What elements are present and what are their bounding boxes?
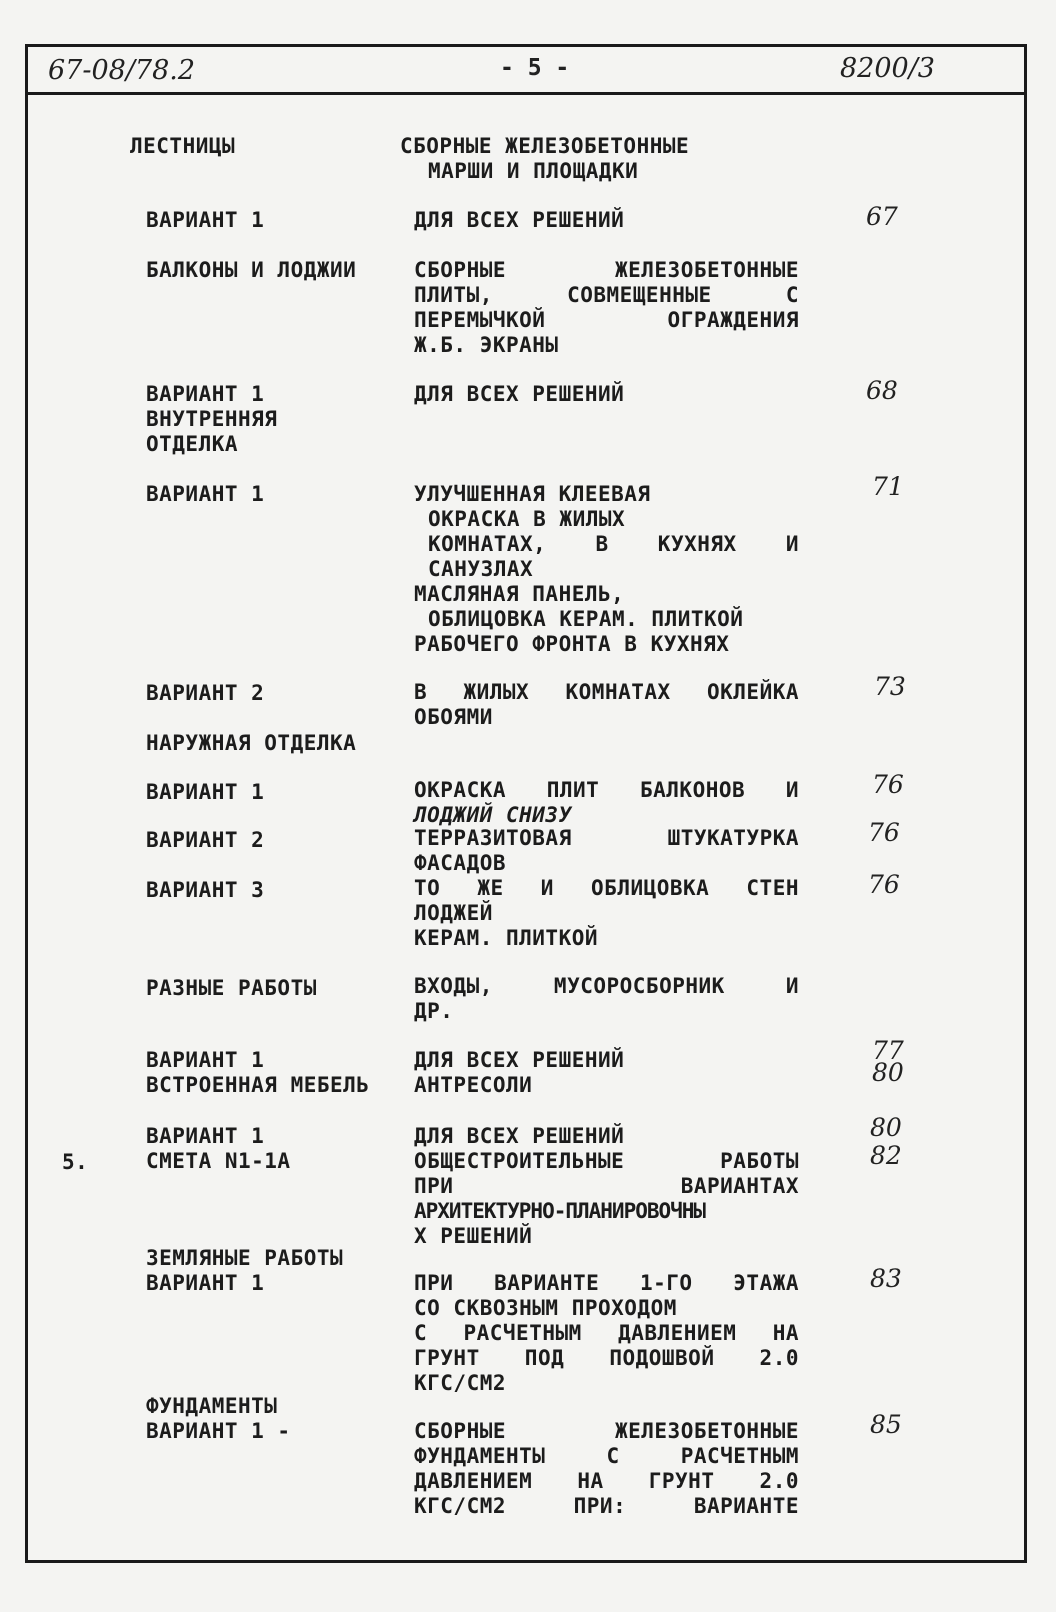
row-description — [414, 826, 799, 876]
row-description — [414, 680, 799, 730]
desc-line: С РАСЧЕТНЫМ ДАВЛЕНИЕМ НА — [414, 1321, 799, 1345]
variant-label: ВАРИАНТ 1 — [146, 208, 265, 232]
desc-line: АНТРЕСОЛИ — [414, 1073, 533, 1097]
section-label: ЗЕМЛЯНЫЕ РАБОТЫ — [146, 1246, 344, 1270]
variant-label: ВАРИАНТ 1 — [146, 382, 265, 406]
desc-line: ФАСАДОВ — [414, 851, 507, 875]
desc-line: ОБЩЕСТРОИТЕЛЬНЫЕ РАБОТЫ — [414, 1149, 799, 1173]
estimate-label: СМЕТА N1-1А — [146, 1149, 291, 1173]
page-ref: 85 — [870, 1410, 902, 1439]
variant-label: ВАРИАНТ 3 — [146, 878, 265, 902]
row-left — [146, 680, 356, 756]
desc-line: Ж.Б. ЭКРАНЫ — [414, 333, 559, 357]
document-code: 67-08/78.2 — [48, 55, 196, 86]
desc-line: КГС/СМ2 — [414, 1371, 507, 1395]
row-description: ДЛЯ ВСЕХ РЕШЕНИЙ — [414, 382, 625, 406]
row-description — [414, 482, 799, 657]
page-ref: 77 — [872, 1036, 904, 1065]
row-description: ДЛЯ ВСЕХ РЕШЕНИЙ — [414, 208, 625, 232]
row-left — [146, 1048, 369, 1098]
variant-label: ВАРИАНТ 1 — [146, 1048, 265, 1072]
desc-line: СБОРНЫЕ ЖЕЛЕЗОБЕТОННЫЕ — [414, 1419, 799, 1443]
page-ref: 68 — [866, 376, 898, 405]
page-ref: 73 — [874, 672, 906, 701]
page-refs — [872, 1036, 904, 1087]
variant-label: ВАРИАНТ 1 — [146, 482, 265, 506]
page-ref: 71 — [872, 472, 904, 501]
variant-label: ВАРИАНТ 1 — [146, 780, 265, 804]
desc-line: ДЛЯ ВСЕХ РЕШЕНИЙ — [414, 1124, 625, 1148]
desc-line: ТЕРРАЗИТОВАЯ ШТУКАТУРКА — [414, 826, 799, 850]
desc-line: ЛОДЖИЙ СНИЗУ — [414, 803, 572, 827]
row-description — [414, 1124, 799, 1249]
sheet-code: 8200/3 — [840, 53, 935, 84]
section-balconies: БАЛКОНЫ И ЛОДЖИИ — [146, 258, 357, 282]
desc-line: ГРУНТ ПОД ПОДОШВОЙ 2.0 — [414, 1346, 799, 1370]
desc-line: ОКРАСКА В ЖИЛЫХ — [428, 507, 626, 531]
page-ref: 83 — [870, 1264, 902, 1293]
desc-line: ЛОДЖЕЙ — [414, 901, 493, 925]
variant-label: ВАРИАНТ 1 — [146, 1271, 265, 1295]
variant-label: ВАРИАНТ 2 — [146, 681, 265, 705]
desc-line: УЛУЧШЕННАЯ КЛЕЕВАЯ — [414, 482, 651, 506]
desc-line: ПРИ ВАРИАНТЕ 1-ГО ЭТАЖА — [414, 1271, 799, 1295]
desc-line: ФУНДАМЕНТЫ С РАСЧЕТНЫМ — [414, 1444, 799, 1468]
row-description — [414, 1419, 799, 1519]
desc-line: ДЛЯ ВСЕХ РЕШЕНИЙ — [414, 1048, 625, 1072]
row-left — [146, 1394, 291, 1444]
desc-line: ПЕРЕМЫЧКОЙ ОГРАЖДЕНИЯ — [414, 308, 799, 332]
desc-line: САНУЗЛАХ — [428, 557, 534, 581]
variant-label: ВАРИАНТ 2 — [146, 828, 265, 852]
row-left — [146, 1246, 343, 1296]
section-label: ВСТРОЕННАЯ МЕБЕЛЬ — [146, 1073, 370, 1097]
desc-line: ОБОЯМИ — [414, 705, 493, 729]
section-misc-works: РАЗНЫЕ РАБОТЫ — [146, 976, 317, 1000]
section-label: ВНУТРЕННЯЯ — [146, 407, 278, 431]
desc-line: В ЖИЛЫХ КОМНАТАХ ОКЛЕЙКА — [414, 680, 799, 704]
variant-label: ВАРИАНТ 1 — [146, 1124, 265, 1148]
desc-line: ДАВЛЕНИЕМ НА ГРУНТ 2.0 — [414, 1469, 799, 1493]
row-description — [414, 258, 799, 358]
desc-line: Х РЕШЕНИЙ — [414, 1224, 533, 1248]
row-description — [414, 778, 799, 828]
page-ref: 67 — [866, 202, 898, 231]
desc-line: АРХИТЕКТУРНО-ПЛАНИРОВОЧНЫ — [414, 1199, 706, 1223]
header-divider — [25, 92, 1027, 95]
section-stairs: ЛЕСТНИЦЫ — [130, 134, 236, 158]
page-refs — [870, 1114, 902, 1170]
page-ref: 76 — [872, 770, 904, 799]
desc-line: СО СКВОЗНЫМ ПРОХОДОМ — [414, 1296, 677, 1320]
desc-line: ПРИ ВАРИАНТАХ — [414, 1174, 799, 1198]
desc-line: ДР. — [414, 999, 454, 1023]
desc-line: ПЛИТЫ, СОВМЕЩЕННЫЕ С — [414, 283, 799, 307]
desc-line: ОКРАСКА ПЛИТ БАЛКОНОВ И — [414, 778, 799, 802]
row-description — [400, 134, 689, 184]
desc-line: КЕРАМ. ПЛИТКОЙ — [414, 926, 599, 950]
row-description — [414, 1271, 799, 1396]
row-description — [414, 876, 799, 951]
desc-line: РАБОЧЕГО ФРОНТА В КУХНЯХ — [414, 632, 730, 656]
desc-line: КГС/СМ2 ПРИ: ВАРИАНТЕ — [414, 1494, 799, 1518]
row-description — [414, 1048, 624, 1098]
desc-line: ТО ЖЕ И ОБЛИЦОВКА СТЕН — [414, 876, 799, 900]
section-label: НАРУЖНАЯ ОТДЕЛКА — [146, 731, 357, 755]
desc-line: ВХОДЫ, МУСОРОСБОРНИК И — [414, 974, 799, 998]
desc-line: СБОРНЫЕ ЖЕЛЕЗОБЕТОННЫЕ — [414, 258, 799, 282]
row-left — [146, 1124, 291, 1174]
desc-line: КОМНАТАХ, В КУХНЯХ И — [428, 532, 799, 556]
page-ref: 76 — [868, 870, 900, 899]
page-ref: 80 — [870, 1113, 902, 1142]
section-label: ФУНДАМЕНТЫ — [146, 1394, 278, 1418]
variant-label: ВАРИАНТ 1 - — [146, 1419, 291, 1443]
page-ref: 76 — [868, 818, 900, 847]
desc-line: МАРШИ И ПЛОЩАДКИ — [428, 159, 639, 183]
item-index: 5. — [62, 1150, 89, 1174]
desc-line: ОБЛИЦОВКА КЕРАМ. ПЛИТКОЙ — [428, 607, 744, 631]
page-ref: 80 — [872, 1058, 904, 1087]
page-number: - 5 - — [500, 55, 570, 81]
desc-line: СБОРНЫЕ ЖЕЛЕЗОБЕТОННЫЕ — [400, 134, 690, 158]
row-description — [414, 974, 799, 1024]
page-ref: 82 — [870, 1141, 902, 1170]
row-left — [146, 382, 277, 457]
desc-line: МАСЛЯНАЯ ПАНЕЛЬ, — [414, 582, 625, 606]
section-label: ОТДЕЛКА — [146, 432, 239, 456]
